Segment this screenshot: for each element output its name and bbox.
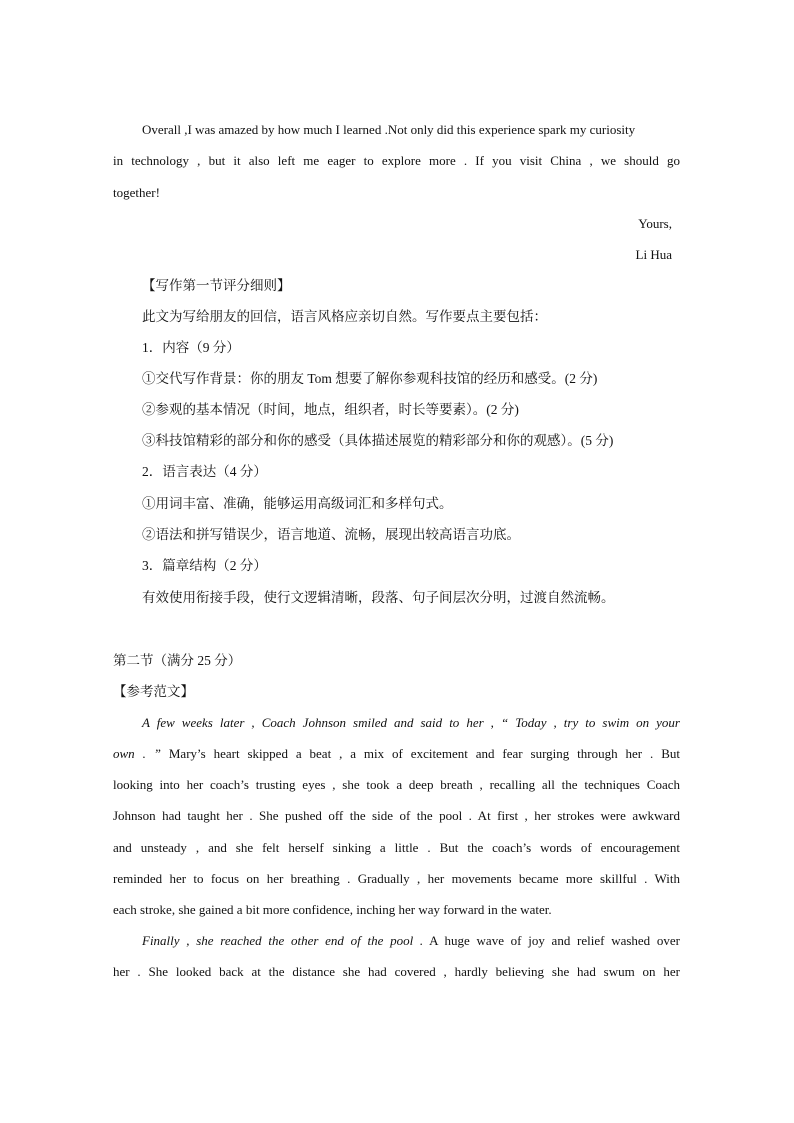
essay-p1-line-2-rest: Mary’s heart skipped a beat , a mix of excitement and fear surging through her . But xyxy=(160,746,680,761)
essay-p2-line-2: her . She looked back at the distance she had covered , hardly believing she had swum on her xyxy=(113,964,680,979)
rubric-item-3: ③科技馆精彩的部分和你的感受（具体描述展览的精彩部分和你的观感）。(5 分) xyxy=(142,433,614,448)
essay-p1-line-3: looking into her coach’s trusting eyes , she took a deep breath , recalling all the techniques Coach xyxy=(113,777,680,792)
essay-p2-line-1-rest: A huge wave of joy and relief washed over xyxy=(423,933,680,948)
essay-p2-line-1 xyxy=(142,933,680,949)
rubric-item-1: ①交代写作背景：你的朋友 Tom 想要了解你参观科技馆的经历和感受。(2 分) xyxy=(142,371,598,386)
rubric-item-6: 有效使用衔接手段，使行文逻辑清晰，段落、句子间层次分明，过渡自然流畅。 xyxy=(142,590,615,605)
essay-p1-line-2 xyxy=(113,746,680,762)
essay-p1-line-7: each stroke, she gained a bit more confidence, inching her way forward in the water. xyxy=(113,902,552,917)
essay-p1-line-1: A few weeks later , Coach Johnson smiled and said to her , “ Today , try to swim on your xyxy=(142,715,680,730)
essay-p2-line-1-italic: Finally , she reached the other end of the pool . xyxy=(142,933,424,948)
essay-p1-line-2-italic: own . ” xyxy=(113,746,161,761)
letter-line-2: in technology , but it also left me eager to explore more . If you visit China , we should go xyxy=(113,153,680,168)
rubric-section-3-title: 3．篇章结构（2 分） xyxy=(142,558,267,573)
rubric-item-5: ②语法和拼写错误少，语言地道、流畅，展现出较高语言功底。 xyxy=(142,527,520,542)
letter-closing: Yours, xyxy=(638,216,672,231)
rubric-section-2-title: 2．语言表达（4 分） xyxy=(142,464,267,479)
letter-line-3: together! xyxy=(113,185,160,200)
essay-p1-line-5: and unsteady , and she felt herself sinking a little . But the coach’s words of encouragement xyxy=(113,840,680,855)
essay-p1-line-6: reminded her to focus on her breathing . Gradually , her movements became more skillful . With xyxy=(113,871,680,886)
rubric-heading: 【写作第一节评分细则】 xyxy=(142,278,291,293)
letter-signature: Li Hua xyxy=(635,247,672,262)
essay-p1-line-4: Johnson had taught her . She pushed off the side of the pool . At first , her strokes were awkward xyxy=(113,808,680,823)
letter-line-1: Overall ,I was amazed by how much I learned .Not only did this experience spark my curiosity xyxy=(142,122,636,137)
section-2-title: 第二节（满分 25 分） xyxy=(113,653,242,668)
rubric-item-2: ②参观的基本情况（时间，地点，组织者，时长等要素）。(2 分) xyxy=(142,402,519,417)
rubric-intro: 此文为写给朋友的回信，语言风格应亲切自然。写作要点主要包括： xyxy=(142,309,547,324)
rubric-item-4: ①用词丰富、准确，能够运用高级词汇和多样句式。 xyxy=(142,496,453,511)
rubric-section-1-title: 1．内容（9 分） xyxy=(142,340,240,355)
sample-essay-heading: 【参考范文】 xyxy=(113,684,194,699)
